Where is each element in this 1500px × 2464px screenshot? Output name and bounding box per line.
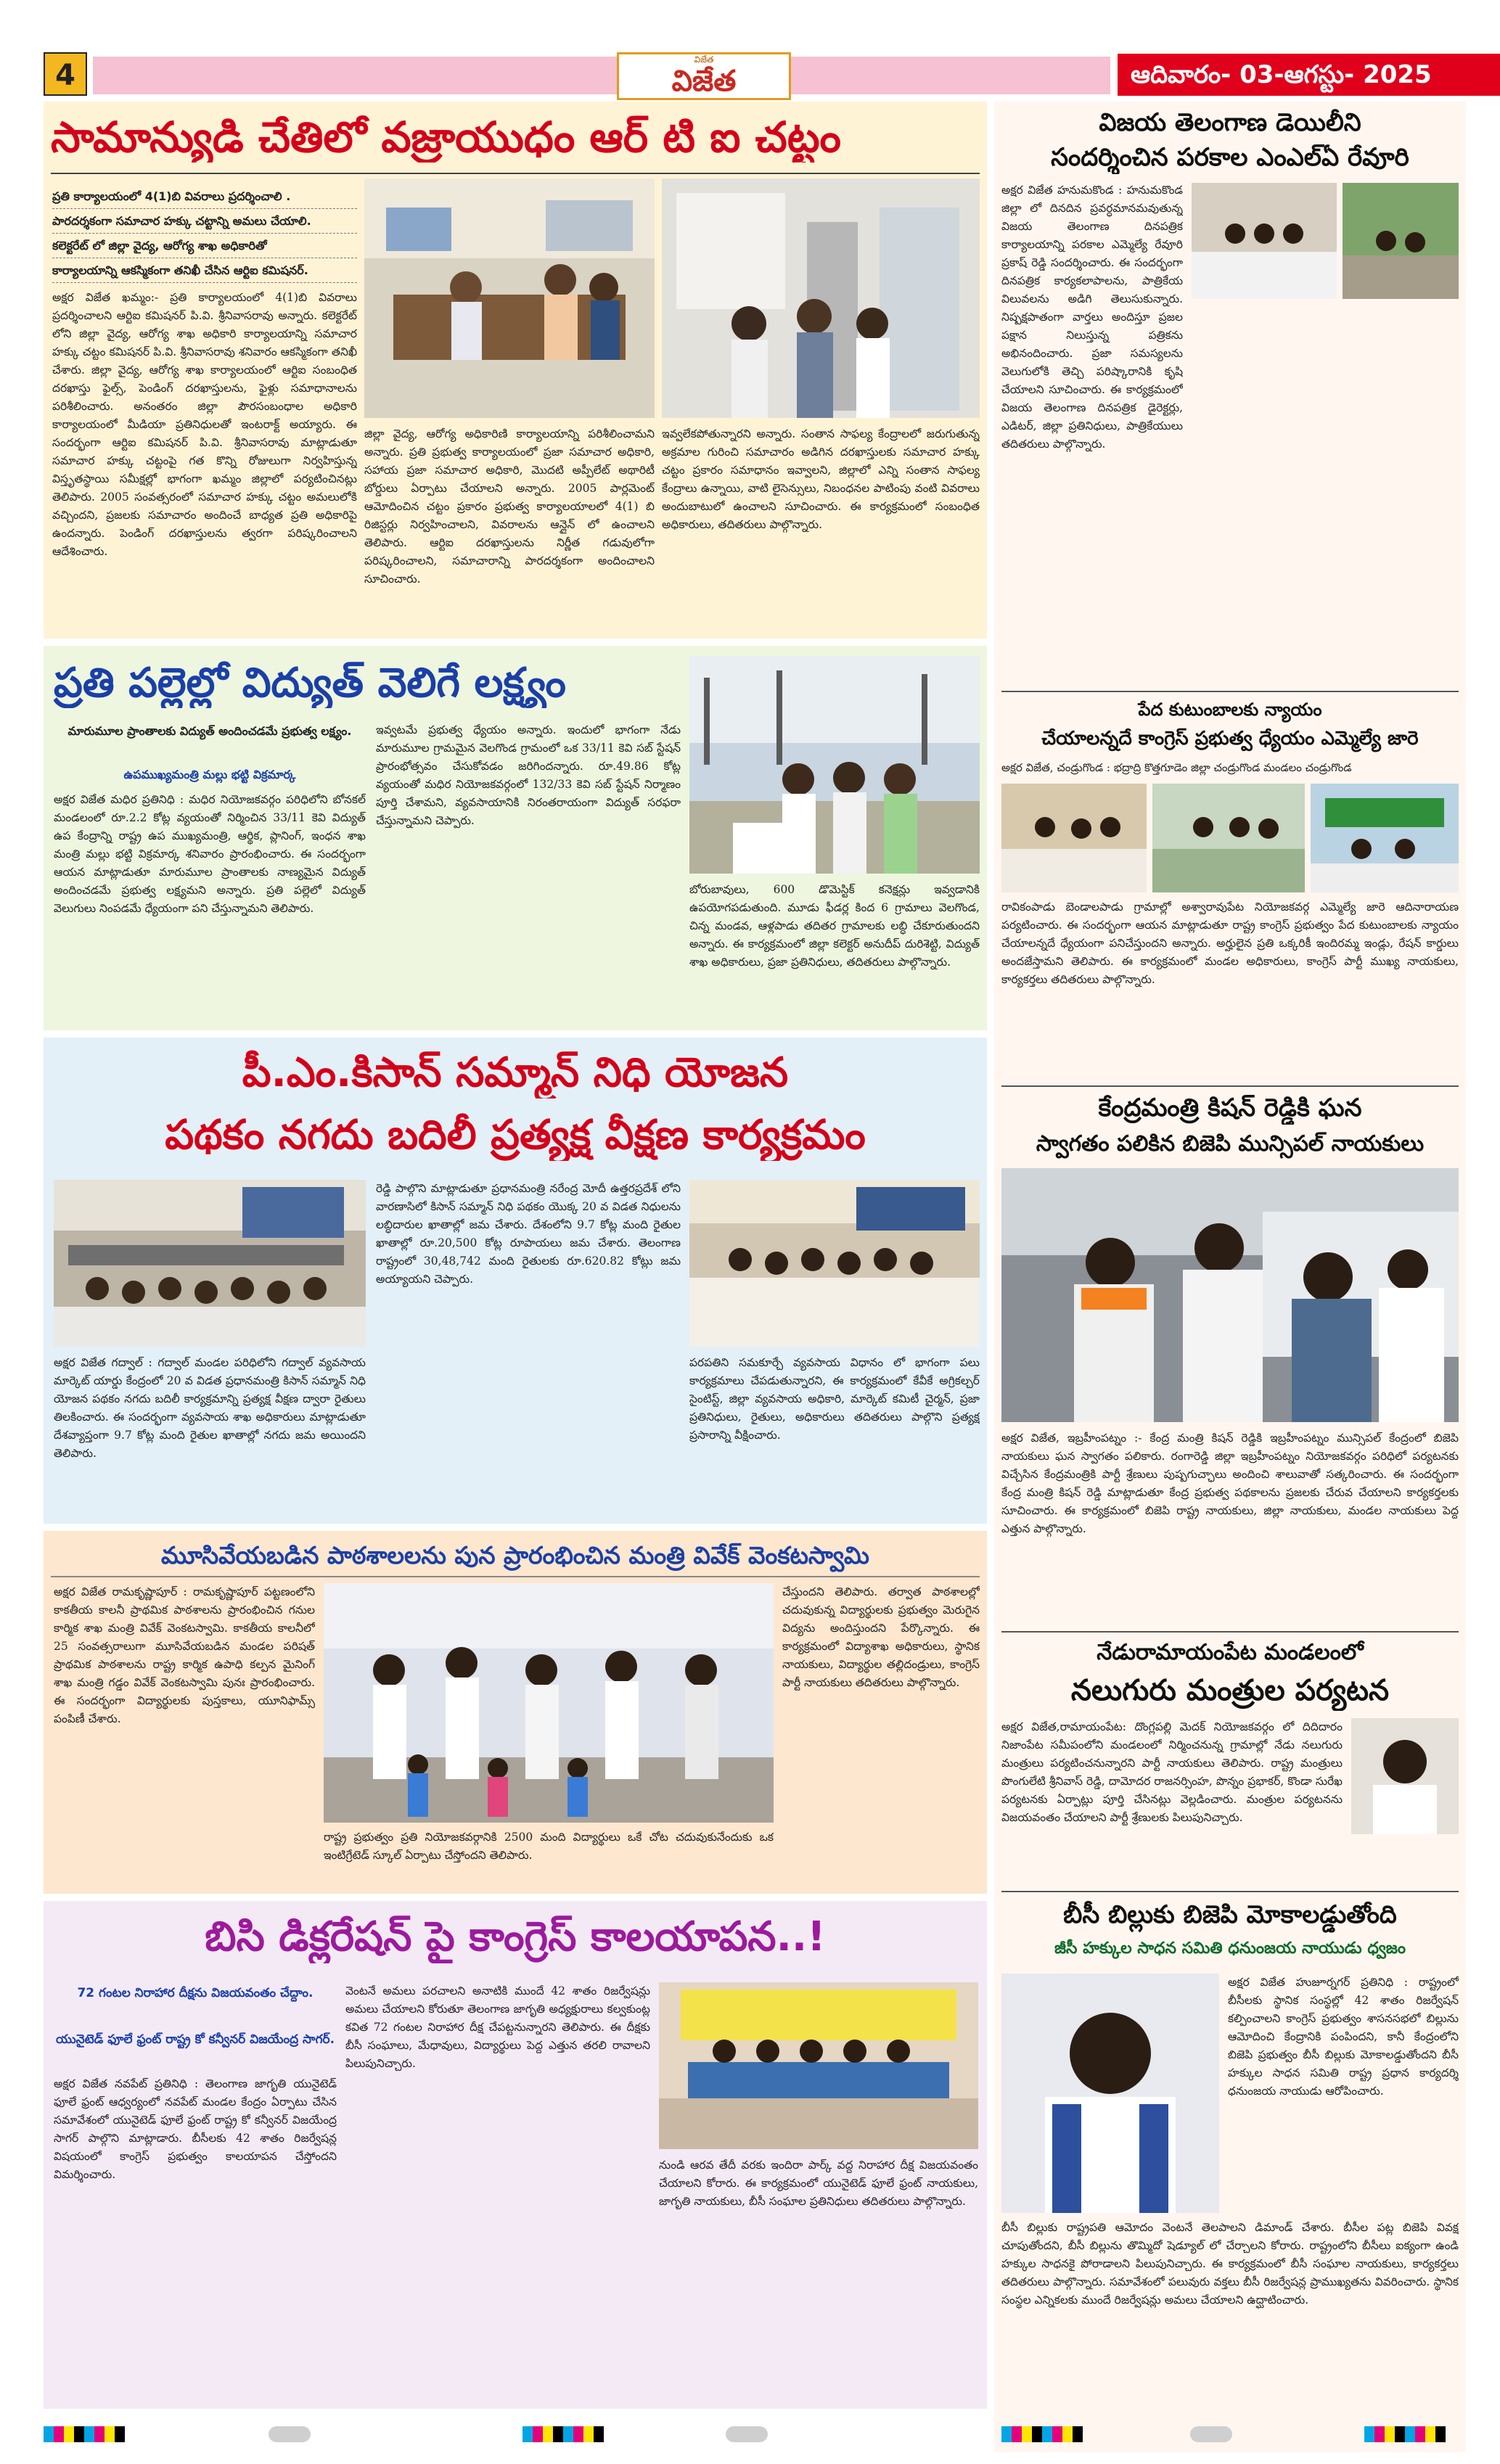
school-body-col1: అక్షర విజేత రామకృష్ణాపూర్ : రామకృష్ణాపూర్ పట్టణంలోని కాకతీయ కాలనీ ప్రాథమిక పాఠశాలను ప్రారంభించిన గనుల కార్మిక శాఖ మంత్రి వివేక్ వెంకటస్వామి. కాకతీయ కాలనీలో 25 సంవత్సరాలుగా మూసివేయబడిన మండల పరిషత్ ప్రాథమిక పాఠశాలను రాష్ట్ర కార్మిక ఉపాధి కల్పన మైనింగ్ శాఖ మంత్రి గడ్డం వివేక్ వెంకటస్వామి పునః ప్రారంభించారు. ఈ సందర్భంగా విద్యార్థులకు పుస్తకాలు, యూనిఫామ్స్ పంపిణీ చేశారు. xyxy=(54,1585,315,1725)
electricity-headline: ప్రతి పల్లెల్లో విద్యుత్ వెలిగే లక్ష్యం xyxy=(54,660,566,707)
revathi-photo-2 xyxy=(1343,183,1459,299)
poor-families-title-1: పేద కుటుంబాలకు న్యాయం xyxy=(1138,699,1322,720)
electricity-body-col1: అక్షర విజేత మధిర ప్రతినిధి : మధిర నియోజకవర్గం పరిధిలోని బోనకల్ మండలంలో రూ.2.2 కోట్ల వ్యయంతో నిర్మించిన 33/11 కెవి విద్యుత్ ఉప కేంద్రాన్ని రాష్ట్ర ఉప ముఖ్యమంత్రి, ఆర్థిక, ప్లానింగ్, ఇంధన శాఖ మంత్రి మల్లు భట్టి విక్రమార్క శనివారం ప్రారంభించారు. ఈ సందర్భంగా ఆయన మాట్లాడుతూ మారుమూల ప్రాంతాలకు నాణ్యమైన విద్యుత్ అందించడమే ప్రభుత్వ లక్ష్యమని అన్నారు. ప్రతి పల్లెలో విద్యుత్ వెలుగులు నింపడమే ధ్యేయంగా పని చేస్తున్నామని తెలిపారు. xyxy=(54,793,366,915)
bc-body-col3: నుండి ఆరవ తేదీ వరకు ఇందిరా పార్క్ వద్ద నిరాహార దీక్ష విజయవంతం చేయాలని కోరారు. ఈ కార్యక్రమంలో యునైటెడ్ ఫూలే ఫ్రంట్ నాయకులు, జాగృతి నాయకులు, బీసీ సంఘాల ప్రతినిధులు తదితరులు పాల్గొన్నారు. xyxy=(659,2159,978,2208)
rti-photo-office xyxy=(364,178,655,418)
revathi-title-1: విజయ తెలంగాణ డెయిలీని xyxy=(1099,108,1361,137)
bc-bill-photo xyxy=(1001,1974,1219,2213)
poor-families-photo-3 xyxy=(1311,784,1459,892)
bc-bill-title-1: బీసీ బిల్లుకు బిజెపి మోకాలడ్డుతోంది xyxy=(1063,1900,1397,1929)
registration-oval xyxy=(1190,2426,1232,2442)
ministers-body: అక్షర విజేత,రామాయంపేట: దొంగ్లపల్లి మెదక్ నియోజకవర్గం లో దిదిదారం నిజాంపేట సమీపంలోని మండలంలో నిర్మించనున్న గ్రామాల్లో నేడు నలుగురు మంత్రులు పర్యటించనున్నారని పార్టీ నాయకులు తెలిపారు. రాష్ట్ర మంత్రులు పొంగులేటి శ్రీనివాస్ రెడ్డి, దామోదర రాజనర్సింహ, పొన్నం ప్రభాకర్, కొండా సురేఖ పర్యటనకు ఏర్పాట్లు పూర్తి చేసినట్లు వెల్లడించారు. మంత్రుల పర్యటనను విజయవంతం చేయాలని పార్టీ శ్రేణులకు పిలుపునిచ్చారు. xyxy=(1001,1720,1343,1824)
rti-subheading-3: కలెక్టరేట్ లో జిల్లా వైద్య, ఆరోగ్య శాఖ అధికారితో xyxy=(52,235,357,258)
kisan-body-col2: రెడ్డి పాల్గొని మాట్లాడుతూ ప్రధానమంత్రి నరేంద్ర మోదీ ఉత్తరప్రదేశ్ లోని వారణాసిలో కిసాన్ సమ్మాన్ నిధి పథకం యొక్క 20 వ విడత నిధులను లబ్ధిదారుల ఖాతాల్లో జమ చేశారు. దేశంలోని 9.7 కోట్ల మంది రైతుల ఖాతాల్లో రూ.20,500 కోట్ల రూపాయలు జమ చేశారు. తెలంగాణ రాష్ట్రంలో 30,48,742 మంది రైతులకు రూ.620.82 కోట్లు జమ అయ్యాయని చెప్పారు. xyxy=(376,1182,681,1286)
kisan-photo-farmers xyxy=(689,1180,980,1347)
divider xyxy=(51,173,980,174)
logo-tagline: విజేత xyxy=(694,54,714,65)
bc-headline: బిసి డిక్లరేషన్ పై కాంగ్రెస్ కాలయాపన..! xyxy=(205,1913,826,1960)
rti-subheading-4: కార్యాలయాన్ని ఆకస్మికంగా తనిఖీ చేసిన ఆర్టిఐ కమిషనర్. xyxy=(52,260,357,283)
bc-story xyxy=(44,1901,987,2409)
ministers-title-2: నలుగురు మంత్రుల పర్యటన xyxy=(1070,1674,1390,1707)
print-footer xyxy=(0,2419,1500,2448)
ministers-title-1: నేడురామాయంపేట మండలంలో xyxy=(1097,1640,1364,1665)
rti-story xyxy=(44,102,987,638)
divider xyxy=(1001,1631,1459,1633)
rti-subheading-1: ప్రతి కార్యాలయంలో 4(1)బి వివరాలు ప్రదర్శించాలి . xyxy=(52,186,357,209)
bc-photo xyxy=(659,1982,978,2149)
poor-families-photo-1 xyxy=(1001,784,1147,892)
school-photo xyxy=(324,1583,774,1823)
bc-bill-body-side: అక్షర విజేత హుజూర్నగర్ ప్రతినిధి : రాష్ట్రంలో బీసీలకు స్థానిక సంస్థల్లో 42 శాతం రిజర్వేషన్ కల్పించాలని కాంగ్రెస్ ప్రభుత్వం శాసనసభలో బిల్లును ఆమోదించి కేంద్రానికి పంపిందని, కానీ కేంద్రంలోని బిజెపి ప్రభుత్వం బీసీ బిల్లుకు మోకాలడ్డుతోందని బీసీ హక్కుల సాధన సమితి రాష్ట్ర ప్రధాన కార్యదర్శి ధనుంజయ నాయుడు ఆరోపించారు. xyxy=(1228,1976,1459,2098)
newspaper-logo xyxy=(617,52,791,100)
registration-oval xyxy=(269,2426,311,2442)
kisan-photo-meeting xyxy=(54,1180,366,1347)
rti-body-col2: జిల్లా వైద్య, ఆరోగ్య అధికారిణి కార్యాలయాన్ని పరిశీలించామని అన్నారు. ప్రతి ప్రభుత్వ కార్యాలయంలో ప్రజా సమాచార అధికారి, సహాయ ప్రజా సమాచార అధికారి, మొదటి అప్పీలేట్ అథారిటీ బోర్డులు ఏర్పాటు చేయాలని అన్నారు. 2005 పార్లమెంట్ ఆమోదించిన చట్టం ప్రకారం ప్రభుత్వ కార్యాలయాలలో 4(1) బి రిజిస్టర్లు నిర్వహించాలని, వివరాలను ఆన్లైన్ లో ఉంచాలని తెలిపారు. ఆర్టిఐ దరఖాస్తులను నిర్ణీత గడువులోగా పరిష్కరించాలని, సమాచారాన్ని పారదర్శకంగా అందించాలని సూచించారు. xyxy=(364,427,655,586)
divider xyxy=(1001,1085,1459,1087)
school-body-col2: రాష్ట్ర ప్రభుత్వం ప్రతి నియోజకవర్గానికి 2500 మంది విద్యార్థులు ఒకే చోట చదువుకునేందుకు ఒక ఇంటిగ్రేటెడ్ స్కూల్ ఏర్పాటు చేస్తోందని తెలిపారు. xyxy=(324,1831,774,1862)
cmyk-bar xyxy=(522,2426,604,2442)
bc-body-col1: అక్షర విజేత నవపేట్ ప్రతినిధి : తెలంగాణ జాగృతి యునైటెడ్ ఫూలే ఫ్రంట్ ఆధ్వర్యంలో నవపేట్ మండల కేంద్రం ఏర్పాటు చేసిన సమావేశంలో యునైటెడ్ ఫూలే ఫ్రంట్ రాష్ట్ర కో కన్వీనర్ విజయేంద్ర సాగర్ పాల్గొని మాట్లాడారు. బీసీలకు 42 శాతం రిజర్వేషన్ల విషయంలో కాంగ్రెస్ ప్రభుత్వం కాలయాపన చేస్తోందని విమర్శించారు. xyxy=(54,2077,337,2181)
masthead-band xyxy=(93,57,1110,94)
kisan-body-col1: అక్షర విజేత గద్వాల్ : గద్వాల్ మండల పరిధిలోని గద్వాల్ వ్యవసాయ మార్కెట్ యార్డు కేంద్రంలో 20 వ విడత ప్రధానమంత్రి కిసాన్ సమ్మాన్ నిధి యోజన పథకం నగదు బదిలీ కార్యక్రమాన్ని ప్రత్యక్ష వీక్షణ ద్వారా రైతులు తిలకించారు. ఈ సందర్భంగా వ్యవసాయ శాఖ అధికారులు మాట్లాడుతూ దేశవ్యాప్తంగా 9.7 కోట్ల మంది రైతుల ఖాతాల్లో నగదు జమ అయిందని తెలిపారు. xyxy=(54,1356,366,1460)
ministers-photo xyxy=(1351,1718,1459,1834)
bc-subheading-1: 72 గంటల నిరాహార దీక్షను విజయవంతం చేద్దాం. xyxy=(77,1986,313,2000)
electricity-subheading-1: మారుమూల ప్రాంతాలకు విద్యుత్ అందించడమే ప్రభుత్వ లక్ష్యం. xyxy=(67,724,352,738)
school-story xyxy=(44,1531,987,1894)
electricity-story xyxy=(44,646,987,1030)
bc-subheading-2: యునైటెడ్ ఫూలే ఫ్రంట్ రాష్ట్ర కో కన్వీనర్ విజయేంద్ర సాగర్. xyxy=(55,2032,335,2047)
kisan-headline-2: పథకం నగదు బదిలీ ప్రత్యక్ష వీక్షణ కార్యక్రమం xyxy=(165,1112,866,1159)
cmyk-bar xyxy=(44,2426,125,2442)
dateline: ఆదివారం- 03-ఆగస్టు- 2025 xyxy=(1118,54,1500,96)
kishan-title-2: స్వాగతం పలికిన బిజెపి మున్సిపల్ నాయకులు xyxy=(1036,1131,1425,1157)
cmyk-bar xyxy=(1364,2426,1446,2442)
logo-title: విజేత xyxy=(671,65,737,98)
electricity-subheading-2: ఉపముఖ్యమంత్రి మల్లు భట్టి విక్రమార్క xyxy=(123,768,296,781)
electricity-body-col3: బోరుబావులు, 600 డొమెస్టిక్ కనెక్షన్లు ఇవ్వడానికి ఉపయోగపడుతుంది. మూడు ఫీడర్ల కింద 6 గ్రామాలు వెలగొండ, చిన్న మండవ, ఆళ్లపాడు తదితర గ్రామాలకు లబ్ధి చేకూరుతుందని అన్నారు. ఈ కార్యక్రమంలో జిల్లా కలెక్టర్ అనుదీప్ దురిశెట్టి, విద్యుత్ శాఖ అధికారులు, ప్రజా ప్రతినిధులు, తదితరులు పాల్గొన్నారు. xyxy=(689,883,980,969)
rti-photo-inspection xyxy=(662,178,980,418)
kishan-title-1: కేంద్రమంత్రి కిషన్ రెడ్డికి ఘన xyxy=(1098,1093,1362,1122)
electricity-body-col2: ఇవ్వటమే ప్రభుత్వ ధ్యేయం అన్నారు. ఇందులో భాగంగా నేడు మారుమూల గ్రామమైన వెలగొండ గ్రామంలో ఒక 33/11 కెవి సబ్ స్టేషన్ ప్రారంభోత్సవం చేసుకోవడం జరిగిందన్నారు. రూ.49.86 కోట్ల వ్యయంతో మధిర నియోజకవర్గంలో 132/33 కెవి సబ్ స్టేషన్ నిర్మాణం పూర్తి చేశామని, వ్యవసాయానికి నిరంతరాయంగా విద్యుత్ సరఫరా చేస్తున్నామని చెప్పారు. xyxy=(376,723,681,827)
poor-families-photo-2 xyxy=(1152,784,1305,892)
bc-bill-body-full: బీసీ బిల్లుకు రాష్ట్రపతి ఆమోదం వెంటనే తెలపాలని డిమాండ్ చేశారు. బీసీల పట్ల బిజెపి వివక్ష చూపుతోందని, బీసీ బిల్లును తొమ్మిదో షెడ్యూల్ లో చేర్చాలని కోరారు. రాష్ట్రంలోని బీసీలు ఐక్యంగా ఉండి హక్కుల సాధనకై పోరాడాలని పిలుపునిచ్చారు. ఈ కార్యక్రమంలో బీసీ సంఘాల నాయకులు, కార్యకర్తలు తదితరులు పాల్గొన్నారు. సమావేశంలో పలువురు వక్తలు బీసీ రిజర్వేషన్ల ప్రాముఖ్యతను వివరించారు. స్థానిక సంస్థల ఎన్నికలకు ముందే రిజర్వేషన్లు అమలు చేయాలని ఉద్ఘాటించారు. xyxy=(1001,2221,1459,2307)
page-number: 4 xyxy=(44,52,87,96)
kishan-photo xyxy=(1001,1168,1459,1422)
kisan-body-col3: పరపతిని సమకూర్చే వ్యవసాయ విధానం లో భాగంగా పలు కార్యక్రమాలు చేపడుతున్నారని, ఈ కార్యక్రమంలో కేవీకే అగ్రికల్చర్ సైంటిస్ట్, జిల్లా వ్యవసాయ అధికారి, మార్కెట్ కమిటీ చైర్మన్, ప్రజా ప్రతినిధులు, రైతులు, అధికారులు తదితరులు పాల్గొని ప్రత్యక్ష ప్రసారాన్ని వీక్షించారు. xyxy=(689,1356,980,1442)
kisan-story xyxy=(44,1038,987,1524)
poor-families-body-bottom: రావికంపాడు బెండాలపాడు గ్రామాల్లో అశ్వారావుపేట నియోజకవర్గ ఎమ్మెల్యే జారె ఆదినారాయణ పర్యటించారు. ఈ సందర్భంగా ఆయన మాట్లాడుతూ రాష్ట్ర కాంగ్రెస్ ప్రభుత్వం పేద కుటుంబాలకు న్యాయం చేయాలన్నదే ధ్యేయంగా పనిచేస్తుందని అన్నారు. అర్హులైన ప్రతి ఒక్కరికీ ఇందిరమ్మ ఇండ్లు, రేషన్ కార్డులు అందజేస్తామని తెలిపారు. ఈ కార్యక్రమంలో మండల అధికారులు, కాంగ్రెస్ పార్టీ ముఖ్య నాయకులు, కార్యకర్తలు తదితరులు పాల్గొన్నారు. xyxy=(1001,900,1459,986)
rti-body-col3: ఇవ్వలేకపోతున్నారని అన్నారు. సంతాన సాఫల్య కేంద్రాలలో జరుగుతున్న అక్రమాల గురించి సమాచారం అడిగిన దరఖాస్తులకు సమాచార హక్కు చట్టం ప్రకారం సమాధానం ఇవ్వాలని, జిల్లాలో ఎన్ని సంతాన సాఫల్య కేంద్రాలు ఉన్నాయి, వాటి లైసెన్సులు, నిబంధనల పాటింపు వంటి వివరాలు అందుబాటులో ఉంచాలని సూచించారు. ఈ కార్యక్రమంలో సంబంధిత అధికారులు, తదితరులు పాల్గొన్నారు. xyxy=(662,427,980,531)
cmyk-bar xyxy=(1001,2426,1083,2442)
rti-body-col1: అక్షర విజేత ఖమ్మం:- ప్రతి కార్యాలయంలో 4(1)బి వివరాలు ప్రదర్శించాలని ఆర్టిఐ కమిషనర్ పి.వి. శ్రీనివాసరావు అన్నారు. కలెక్టరేట్ లోని జిల్లా వైద్య, ఆరోగ్య శాఖ అధికారి కార్యాలయాన్ని సమాచార హక్కు చట్టం కమిషనర్ పి.వి. శ్రీనివాసరావు శనివారం ఆకస్మికంగా తనిఖీ చేశారు. జిల్లా వైద్య, ఆరోగ్య శాఖ కార్యాలయంలో ఆర్టిఐ సంబంధిత దరఖాస్తు ఫైల్స్, పెండింగ్ దరఖాస్తులను, ఫైళ్లు సమాధానాలను పరిశీలించారు. అనంతరం జిల్లా పౌరసంబంధాల అధికారి కార్యాలయంలో మీడియా ప్రతినిధులతో ఇంటరాక్ట్ అయ్యారు. ఈ సందర్భంగా ఆర్టిఐ కమిషనర్ పి.వి. శ్రీనివాసరావు మాట్లాడుతూ సమాచార హక్కు చట్టంపై గత కొన్ని రోజులుగా నిర్వహిస్తున్న విస్తృతస్థాయి సమీక్షల్లో భాగంగా ఖమ్మం జిల్లాలో పర్యటించినట్లు తెలిపారు. 2005 సంవత్సరంలో సమాచార హక్కు చట్టం అమలులోకి వచ్చిందని, ప్రజలకు సమాచారం అందించే బాధ్యత ప్రతి అధికారిపై ఉందన్నారు. పెండింగ్ దరఖాస్తులను త్వరగా పరిష్కరించాలని ఆదేశించారు. xyxy=(52,291,357,558)
bc-bill-title-2: జీసీ హక్కుల సాధన సమితి ధనుంజయ నాయుడు ధ్వజం xyxy=(1054,1939,1406,1958)
divider xyxy=(1001,1891,1459,1892)
revathi-photo-1 xyxy=(1192,183,1337,299)
electricity-photo xyxy=(689,656,980,874)
revathi-title-2: సందర్శించిన పరకాల ఎంఎల్ఏ రేవూరి xyxy=(1051,143,1409,172)
school-headline: మూసివేయబడిన పాఠశాలలను పున ప్రారంభించిన మంత్రి వివేక్ వెంకటస్వామి xyxy=(161,1541,869,1569)
poor-families-body-top: అక్షర విజేత, చండ్రుగొండ : భద్రాద్రి కొత్తగూడెం జిల్లా చండ్రుగొండ మండలం చండ్రుగొండ xyxy=(1001,761,1352,774)
kishan-body: అక్షర విజేత, ఇబ్రహీంపట్నం :- కేంద్ర మంత్రి కిషన్ రెడ్డికి ఇబ్రహీంపట్నం మున్సిపల్ కేంద్రంలో బిజెపి నాయకులు ఘన స్వాగతం పలికారు. రంగారెడ్డి జిల్లా ఇబ్రహీంపట్నం నియోజకవర్గం పరిధిలో పర్యటనకు విచ్చేసిన కేంద్రమంత్రికి పార్టీ శ్రేణులు పుష్పగుచ్ఛాలు అందించి శాలువాతో సత్కరించారు. ఈ సందర్భంగా కేంద్ర మంత్రి కిషన్ రెడ్డి మాట్లాడుతూ కేంద్ర ప్రభుత్వ పథకాలను ప్రజలకు చేరువ చేయాలని కార్యకర్తలకు సూచించారు. ఈ కార్యక్రమంలో బిజెపి రాష్ట్ర నాయకులు, జిల్లా నాయకులు, మండల నాయకులు పెద్ద ఎత్తున పాల్గొన్నారు. xyxy=(1001,1432,1459,1535)
kisan-headline-1: పీ.ఎం.కిసాన్ సమ్మాన్ నిధి యోజన xyxy=(242,1049,789,1096)
revathi-body: అక్షర విజేత హనుమకొండ : హనుమకొండ జిల్లా లో దినదిన ప్రవర్ధమానమవుతున్న విజయ తెలంగాణ దినపత్రిక కార్యాలయాన్ని పరకాల ఎమ్మెల్యే రేవూరి ప్రకాష్ రెడ్డి సందర్శించారు. ఈ సందర్భంగా దినపత్రిక కార్యకలాపాలను, పాత్రికేయ విలువలను అడిగి తెలుసుకున్నారు. నిష్పక్షపాతంగా వార్తలు అందిస్తూ ప్రజల పక్షాన నిలుస్తున్న పత్రికను అభినందించారు. ప్రజా సమస్యలను వెలుగులోకి తెచ్చి పరిష్కారానికి కృషి చేయాలని సూచించారు. ఈ కార్యక్రమంలో విజయ తెలంగాణ దినపత్రిక డైరెక్టర్లు, ఎడిటర్, జిల్లా ప్రతినిధులు, పాత్రికేయులు తదితరులు పాల్గొన్నారు. xyxy=(1001,184,1183,451)
bc-body-col2: వెంటనే అమలు పరచాలని అనాటికి ముందే 42 శాతం రిజర్వేషన్లు అమలు చేయాలని కోరుతూ తెలంగాణ జాగృతి అధ్యక్షురాలు కల్వకుంట్ల కవిత 72 గంటల నిరాహార దీక్ష చేపట్టనున్నారని తెలిపారు. ఈ దీక్షకు బీసీ సంఘాలు, మేధావులు, విద్యార్థులు పెద్ద ఎత్తున తరలి రావాలని పిలుపునిచ్చారు. xyxy=(345,1984,650,2070)
divider xyxy=(51,1576,980,1577)
rti-headline: సామాన్యుడి చేతిలో వజ్రాయుధం ఆర్ టి ఐ చట్టం xyxy=(51,112,841,162)
right-column xyxy=(994,102,1466,2452)
poor-families-title-2: చేయాలన్నదే కాంగ్రెస్ ప్రభుత్వ ధ్యేయం ఎమ్మెల్యే జారె xyxy=(1041,728,1419,750)
divider xyxy=(1001,691,1459,692)
registration-oval xyxy=(726,2426,768,2442)
masthead xyxy=(44,52,1459,100)
school-body-col3: చేస్తుందని తెలిపారు. తర్వాత పాఠశాలల్లో చదువుకున్న విద్యార్థులకు ప్రభుత్వం మెరుగైన విద్యను అందిస్తుందని పేర్కొన్నారు. ఈ కార్యక్రమంలో విద్యాశాఖ అధికారులు, స్థానిక నాయకులు, విద్యార్థుల తల్లిదండ్రులు, కాంగ్రెస్ పార్టీ నాయకులు తదితరులు పాల్గొన్నారు. xyxy=(782,1585,980,1689)
rti-subheading-2: పారదర్శకంగా సమాచార హక్కు చట్టాన్ని అమలు చేయాలి. xyxy=(52,210,357,234)
